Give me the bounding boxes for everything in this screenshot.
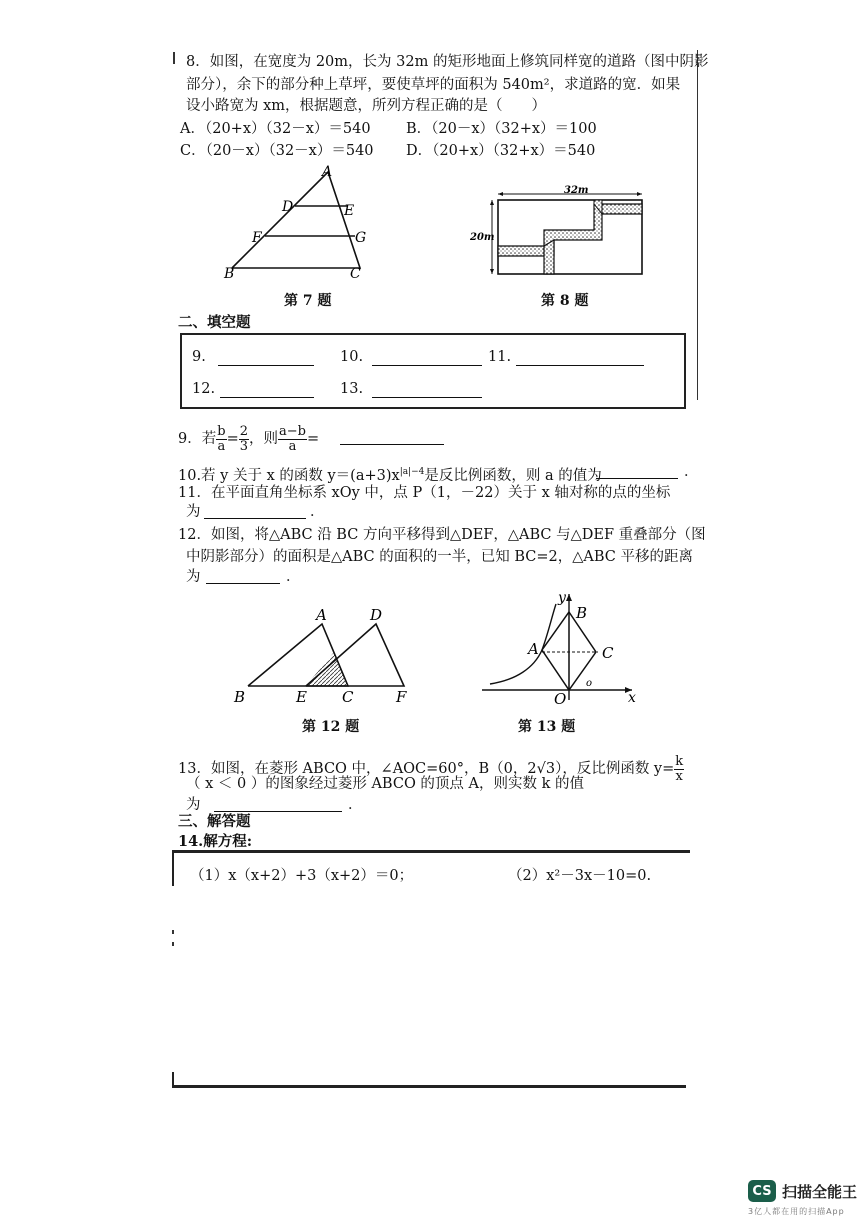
fig12-caption: 第 12 题 bbox=[302, 719, 360, 735]
fig12-label-c: C bbox=[342, 688, 354, 706]
q8-line1: 8．如图，在宽度为 20m，长为 32m 的矩形地面上修筑同样宽的道路（图中阴影 bbox=[186, 54, 709, 70]
q10-blank[interactable] bbox=[596, 462, 678, 479]
fig7-label-b: B bbox=[224, 266, 235, 282]
q14-title: 14.解方程: bbox=[178, 833, 253, 850]
figure-12 bbox=[230, 600, 420, 710]
scanner-tagline: 3亿人都在用的扫描App bbox=[748, 1207, 845, 1216]
q12-line1: 12．如图，将△ABC 沿 BC 方向平移得到△DEF，△ABC 与△DEF 重叠部分（图 bbox=[178, 527, 706, 543]
q10: 10.若 y 关于 x 的函数 $y=(a+3)x^{|a|-4}$是反比例函数，则 a 的值为 bbox=[178, 467, 602, 484]
q11-line2: 为 bbox=[186, 504, 201, 520]
answer-blank-13[interactable] bbox=[372, 381, 482, 398]
fig8-height-label: 20m bbox=[470, 232, 495, 243]
fig7-label-c: C bbox=[350, 266, 361, 282]
q9: 9．若 $\frac{b}{a}$ = $\frac{2}{3}$ ，则 $\frac{a-b}{a}$ = bbox=[178, 423, 320, 454]
q11-end: ． bbox=[310, 504, 325, 520]
fig7-label-a: A bbox=[322, 164, 333, 180]
answer-blank-12[interactable] bbox=[220, 381, 314, 398]
fig12-label-b: B bbox=[234, 688, 246, 706]
q9-frac-2-3: $\frac{2}{3}$ bbox=[239, 423, 248, 454]
q14-left-dot-1 bbox=[172, 930, 174, 934]
q14-left-dot-2 bbox=[172, 942, 174, 946]
figure-7 bbox=[220, 160, 380, 285]
scanner-watermark bbox=[748, 1180, 857, 1217]
q8-line2: 部分），余下的部分种上草坪，要使草坪的面积为 540m²，求道路的宽．如果 bbox=[186, 77, 681, 93]
section2-title: 二、填空题 bbox=[178, 314, 251, 331]
q9-frac-b-a: $\frac{b}{a}$ bbox=[217, 423, 226, 454]
answer-blank-9[interactable] bbox=[218, 349, 314, 366]
fig13-caption: 第 13 题 bbox=[518, 719, 576, 735]
fig13-label-c: C bbox=[602, 644, 614, 662]
section3-title: 三、解答题 bbox=[178, 813, 251, 830]
q14-part2: （2）x²－3x－10=0. bbox=[508, 868, 652, 884]
q14-left-rule bbox=[172, 850, 174, 886]
fig13-label-b: B bbox=[576, 604, 588, 622]
fig12-label-a: A bbox=[316, 606, 327, 624]
answer-label-13: 13. bbox=[340, 381, 364, 397]
q12-line3: 为 bbox=[186, 569, 201, 585]
q8-option-c: C．（20－x）（32－x）＝540 bbox=[180, 143, 374, 159]
q14-bottom-rule bbox=[172, 1085, 686, 1088]
fig12-label-d: D bbox=[370, 606, 383, 624]
fig7-caption: 第 7 题 bbox=[284, 293, 332, 309]
fig13-label-small-o: o bbox=[586, 678, 593, 689]
scanner-app-name: 扫描全能王 bbox=[782, 1182, 858, 1201]
q14-part1: （1）x（x+2）+3（x+2）＝0； bbox=[190, 868, 414, 884]
fig13-label-y: y bbox=[558, 590, 566, 606]
answer-label-11: 11. bbox=[488, 349, 512, 365]
q10-end: ． bbox=[684, 464, 699, 480]
answer-label-10: 10. bbox=[340, 349, 364, 365]
answer-blank-11[interactable] bbox=[516, 349, 644, 366]
q9-frac-amb-a: $\frac{a-b}{a}$ bbox=[279, 423, 306, 454]
q8-option-a: A．（20+x）（32－x）＝540 bbox=[180, 121, 371, 137]
scanner-logo-icon: CS bbox=[748, 1180, 776, 1202]
fig8-caption: 第 8 题 bbox=[541, 293, 589, 309]
answer-box bbox=[180, 333, 686, 409]
q12-blank[interactable] bbox=[206, 567, 280, 584]
fig7-label-g: G bbox=[355, 230, 367, 246]
q12-line2: 中阴影部分）的面积是△ABC 的面积的一半，已知 BC=2，△ABC 平移的距离 bbox=[186, 549, 694, 565]
answer-label-9: 9. bbox=[192, 349, 206, 365]
q8-option-d: D．（20+x）（32+x）＝540 bbox=[406, 143, 596, 159]
fig13-label-o: O bbox=[554, 690, 567, 706]
answer-label-12: 12. bbox=[192, 381, 216, 397]
q11-blank[interactable] bbox=[204, 502, 306, 519]
fig13-label-x: x bbox=[628, 690, 636, 706]
q8-option-b: B．（20－x）（32+x）＝100 bbox=[406, 121, 597, 137]
q8-line3: 设小路宽为 xm，根据题意，所列方程正确的是（ ） bbox=[186, 98, 547, 114]
fig7-label-d: D bbox=[282, 199, 294, 215]
fig12-label-e: E bbox=[296, 688, 307, 706]
q12-end: ． bbox=[286, 569, 301, 585]
figure-8 bbox=[466, 184, 656, 280]
margin-line-right bbox=[697, 50, 698, 400]
margin-mark-left bbox=[173, 52, 175, 64]
fig7-label-f: F bbox=[252, 230, 262, 246]
q13-line2: （ x ＜ 0 ）的图象经过菱形 ABCO 的顶点 A，则实数 k 的值 bbox=[186, 776, 585, 792]
figure-13 bbox=[476, 586, 646, 706]
q13-end: ． bbox=[348, 797, 363, 813]
fig12-label-f: F bbox=[396, 688, 407, 706]
answer-blank-10[interactable] bbox=[372, 349, 482, 366]
q13-line3: 为 bbox=[186, 797, 201, 813]
q9-blank[interactable] bbox=[340, 428, 444, 445]
fig8-width-label: 32m bbox=[564, 185, 589, 196]
q13-line1: 13．如图，在菱形 ABCO 中，∠AOC=60°，B（0，2√3），反比例函数 y= $\frac{k}{x}$ bbox=[178, 753, 684, 784]
q13-frac-k-x: $\frac{k}{x}$ bbox=[675, 753, 684, 784]
fig13-label-a: A bbox=[528, 640, 539, 658]
q14-top-rule bbox=[172, 850, 690, 853]
q11-line1: 11．在平面直角坐标系 xOy 中，点 P（1，－22）关于 x 轴对称的点的坐标 bbox=[178, 485, 671, 501]
fig7-label-e: E bbox=[344, 203, 355, 219]
